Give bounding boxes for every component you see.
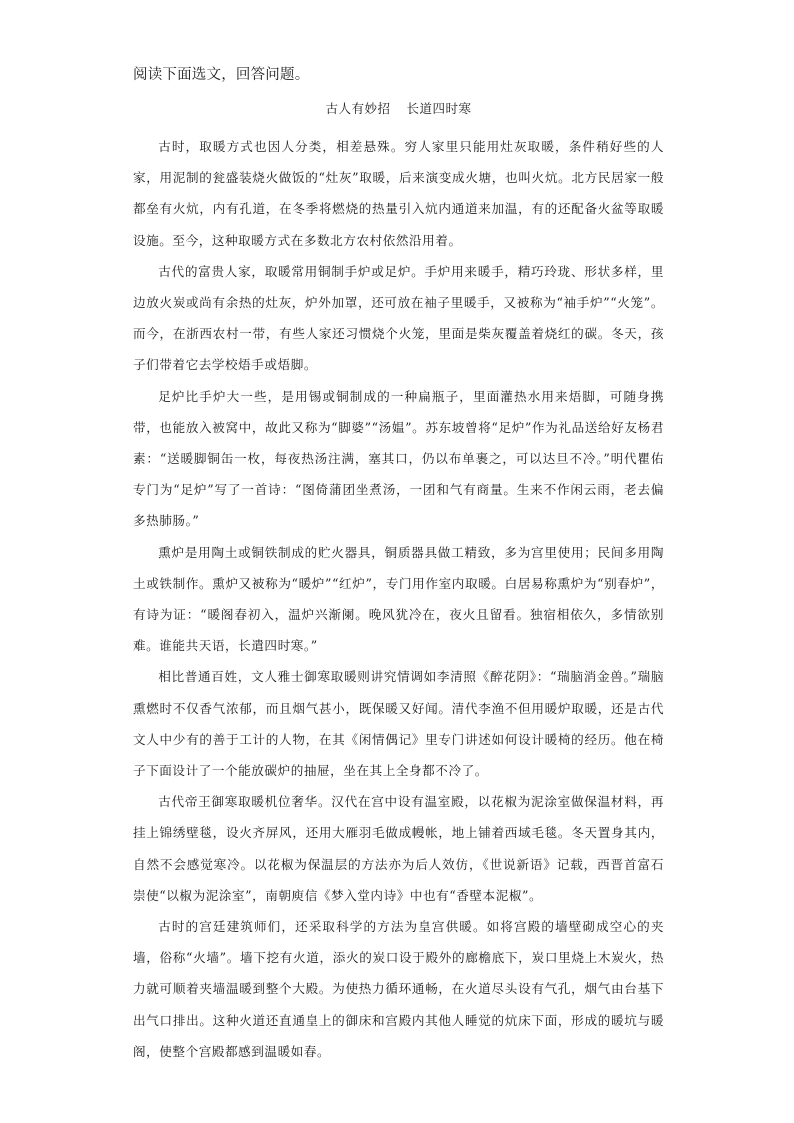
reading-instruction: 阅读下面选文，回答问题。 [133,67,310,83]
paragraph-5: 相比普通百姓，文人雅士御寒取暖则讲究情调如李清照《醉花阴》：“瑞脑消金兽。”瑞脑熏燃时不仅香气浓郁，而且烟气甚小，既保暖又好闻。清代李渔不但用暖炉取暖，还是古代文人中少有的善于工计的人物，在其《闲情偶记》里专门讲述如何设计暖椅的经历。他在椅子下面设计了一个能放碳炉的抽屉，坐在其上全身都不冷了。 [133,669,664,779]
article-title-part-1: 古人有妙招 [325,101,391,116]
article-title-part-2: 长道四时寒 [406,101,472,116]
paragraph-6: 古代帝王御寒取暖机位奢华。汉代在宫中设有温室殿，以花椒为泥涂室做保温材料，再挂上锦绣壁毯，设火齐屏风，还用大雁羽毛做成幔帐，地上铺着西域毛毯。冬天置身其内，自然不会感觉寒冷。以花椒为保温层的方法亦为后人效仿，《世说新语》记载，西晋首富石崇使“以椒为泥涂室”，南朝庾信《梦入堂内诗》中也有“香壁本泥椒”。 [133,794,664,903]
paragraph-2: 古代的富贵人家，取暖常用铜制手炉或足炉。手炉用来暖手，精巧玲珑、形状多样，里边放火炭或尚有余热的灶灰，炉外加罩，还可放在袖子里暖手，又被称为“袖手炉”“火笼”。而今，在浙西农村一带，有些人家还习惯烧个火笼，里面是柴灰覆盖着烧红的碳。冬天，孩子们带着它去学校焐手或焐脚。 [133,263,664,373]
paragraph-3: 足炉比手炉大一些，是用锡或铜制成的一种扁瓶子，里面灌热水用来焐脚，可随身携带，也能放入被窝中，故此又称为“脚婆”“汤媪”。苏东坡曾将“足炉”作为礼品送给好友杨君素：“送暖脚铜缶一枚，每夜热汤注满，塞其口，仍以布单裹之，可以达旦不冷。”明代瞿佑专门为“足炉”写了一首诗：“图倚蒲团坐煮汤，一团和气有商量。生来不作闲云雨，老去偏多热肺肠。” [133,388,664,529]
paragraph-4: 熏炉是用陶土或铜铁制成的贮火器具，铜质器具做工精致，多为宫里使用；民间多用陶土或铁制作。熏炉又被称为“暖炉”“红炉”，专门用作室内取暖。白居易称熏炉为“别春炉”，有诗为证：“暖阁春初入，温炉兴渐阑。晚风犹冷在，夜火且留看。独宿相依久，多情欲别难。谁能共天语，长遣四时寒。” [133,544,664,654]
paragraph-1: 古时，取暖方式也因人分类，相差悬殊。穷人家里只能用灶灰取暖，条件稍好些的人家，用泥制的瓮盛装烧火做饭的“灶灰”取暖，后来演变成火塘，也叫火炕。北方民居家一般都垒有火炕，内有孔道，在冬季将燃烧的热量引入炕内通道来加温，有的还配备火盆等取暖设施。至今，这种取暖方式在多数北方农村依然沿用着。 [133,139,664,248]
paragraph-7: 古时的宫廷建筑师们，还采取科学的方法为皇宫供暖。如将宫殿的墙壁砌成空心的夹墙，俗称“火墙”。墙下挖有火道，添火的炭口设于殿外的廊檐底下，炭口里烧上木炭火，热力就可顺着夹墙温暖到整个大殿。为使热力循环通畅，在火道尽头设有气孔，烟气由台基下出气口排出。这种火道还直通皇上的御床和宫殿内其他人睡觉的炕床下面，形成的暖坑与暖阁，使整个宫殿都感到温暖如春。 [133,919,664,1059]
article-title [133,99,664,119]
